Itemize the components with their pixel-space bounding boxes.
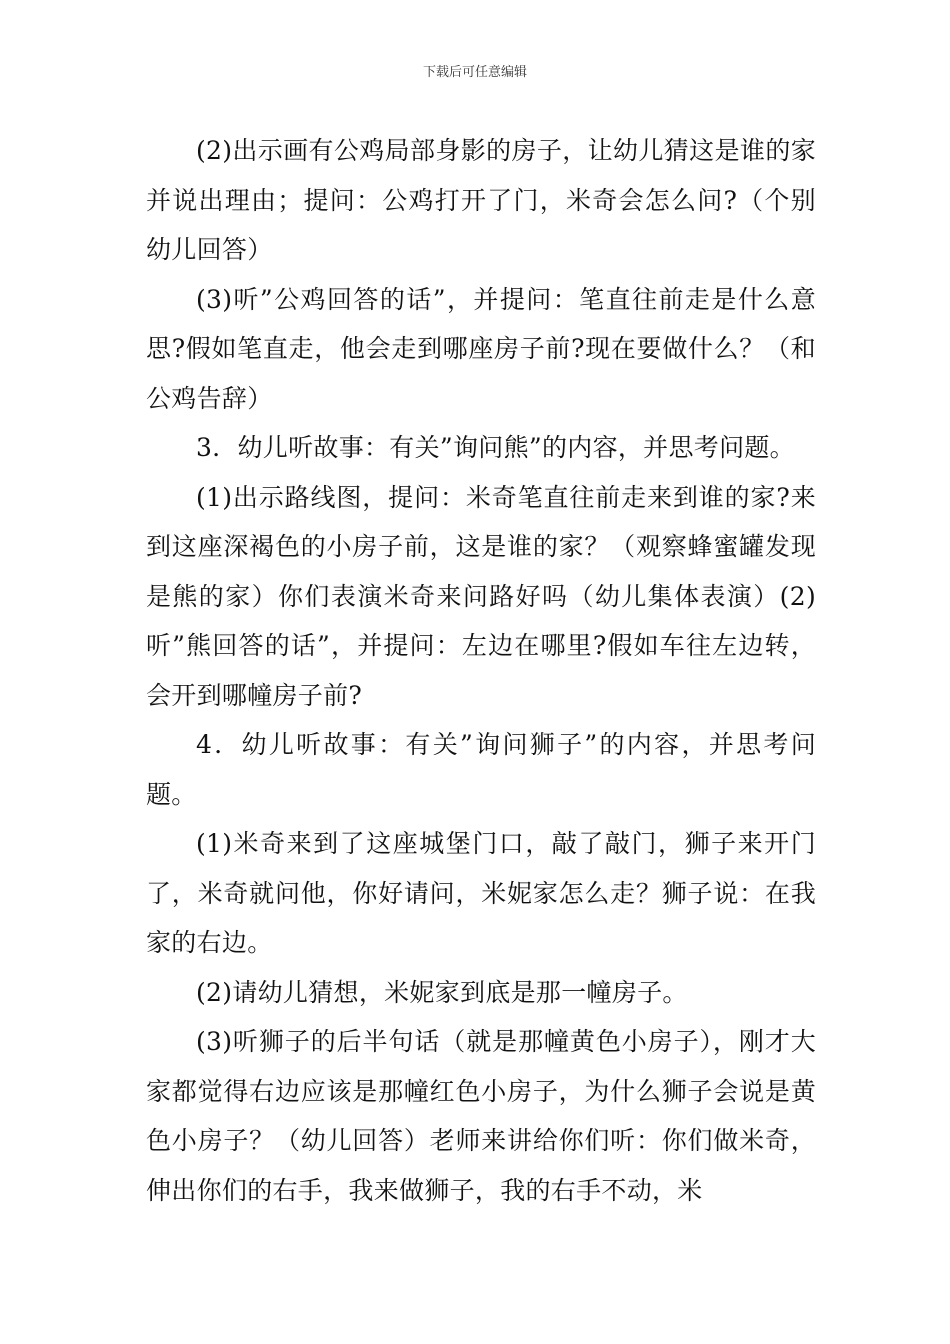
paragraph: (3)听狮子的后半句话（就是那幢黄色小房子），刚才大家都觉得右边应该是那幢红色小房子，为什么狮子会说是黄色小房子？（幼儿回答）老师来讲给你们听：你们做米奇，伸出你们的右手，我来做狮子，我的右手不动，米 — [146, 1027, 816, 1205]
paragraph: (1)米奇来到了这座城堡门口，敲了敲门，狮子来开门了，米奇就问他，你好请问，米妮家怎么走？狮子说：在我家的右边。 — [146, 829, 816, 957]
paragraph: (2)出示画有公鸡局部身影的房子，让幼儿猜这是谁的家并说出理由；提问：公鸡打开了门，米奇会怎么问?（个别幼儿回答） — [146, 136, 816, 264]
paragraph: (1)出示路线图，提问：米奇笔直往前走来到谁的家?来到这座深褐色的小房子前，这是谁的家？（观察蜂蜜罐发现是熊的家）你们表演米奇来问路好吗（幼儿集体表演）(2)听”熊回答的话”，并提问：左边在哪里?假如车往左边转，会开到哪幢房子前? — [146, 482, 816, 710]
paragraph: (3)听”公鸡回答的话”，并提问：笔直往前走是什么意思?假如笔直走，他会走到哪座房子前?现在要做什么？（和公鸡告辞） — [146, 284, 816, 413]
page-header: 下载后可任意编辑 — [422, 65, 527, 80]
paragraph: (2)请幼儿猜想，米妮家到底是那一幢房子。 — [196, 977, 688, 1007]
document-body — [146, 126, 816, 1215]
paragraph: 3．幼儿听故事：有关”询问熊”的内容，并思考问题。 — [196, 433, 795, 462]
paragraph: 4．幼儿听故事：有关”询问狮子”的内容，并思考问题。 — [146, 730, 816, 809]
